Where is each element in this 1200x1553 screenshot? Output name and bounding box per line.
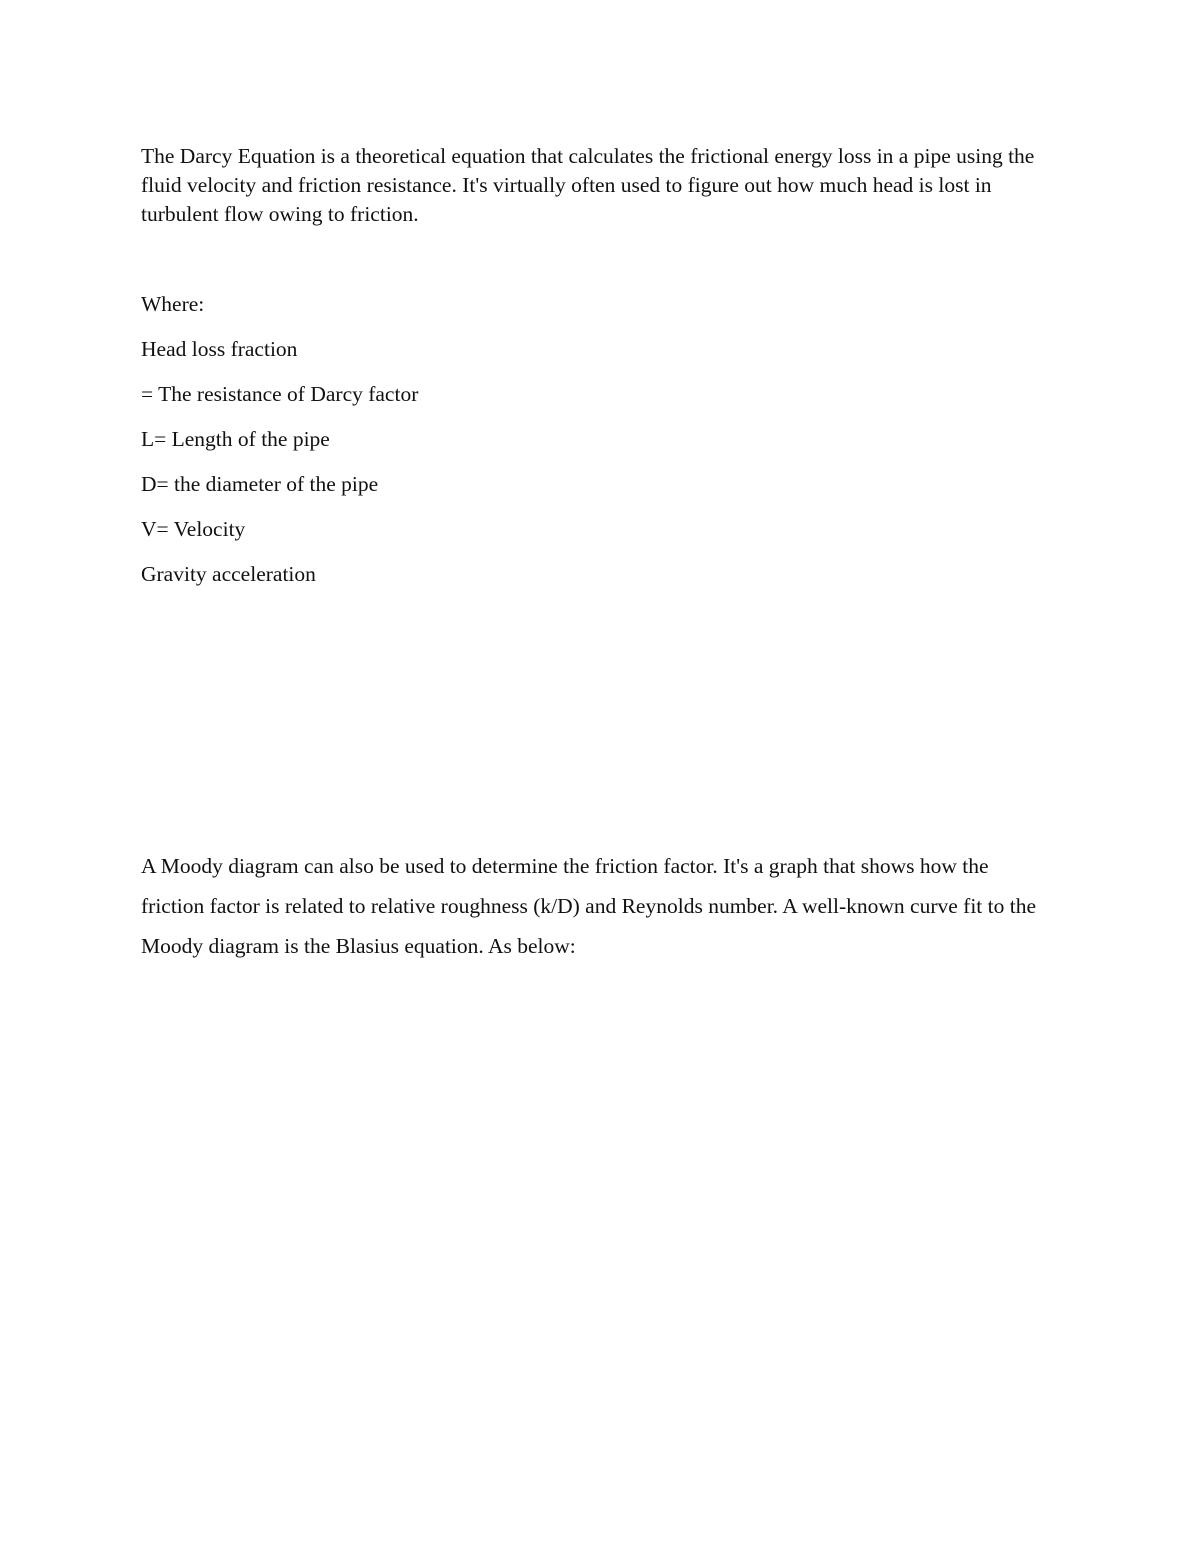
definition-head-loss: Head loss fraction: [141, 337, 298, 361]
definition-darcy-factor: = The resistance of Darcy factor: [141, 382, 419, 406]
definition-gravity: Gravity acceleration: [141, 562, 316, 586]
definition-length: L= Length of the pipe: [141, 427, 330, 451]
moody-paragraph: A Moody diagram can also be used to determine the friction factor. It's a graph that shows how the friction factor is related to relative roughness (k/D) and Reynolds number. A well-known curve fit to the Moody diagram is the Blasius equation. As below:: [141, 854, 1037, 958]
definitions-heading: Where:: [141, 292, 205, 316]
definitions-list: [141, 290, 841, 605]
definition-velocity: V= Velocity: [141, 517, 246, 541]
intro-paragraph: The Darcy Equation is a theoretical equation that calculates the frictional energy loss in a pipe using the fluid velocity and friction resistance. It's virtually often used to figure out how much head is lost in turbulent flow owing to friction.: [141, 144, 1035, 226]
definition-diameter: D= the diameter of the pipe: [141, 472, 379, 496]
